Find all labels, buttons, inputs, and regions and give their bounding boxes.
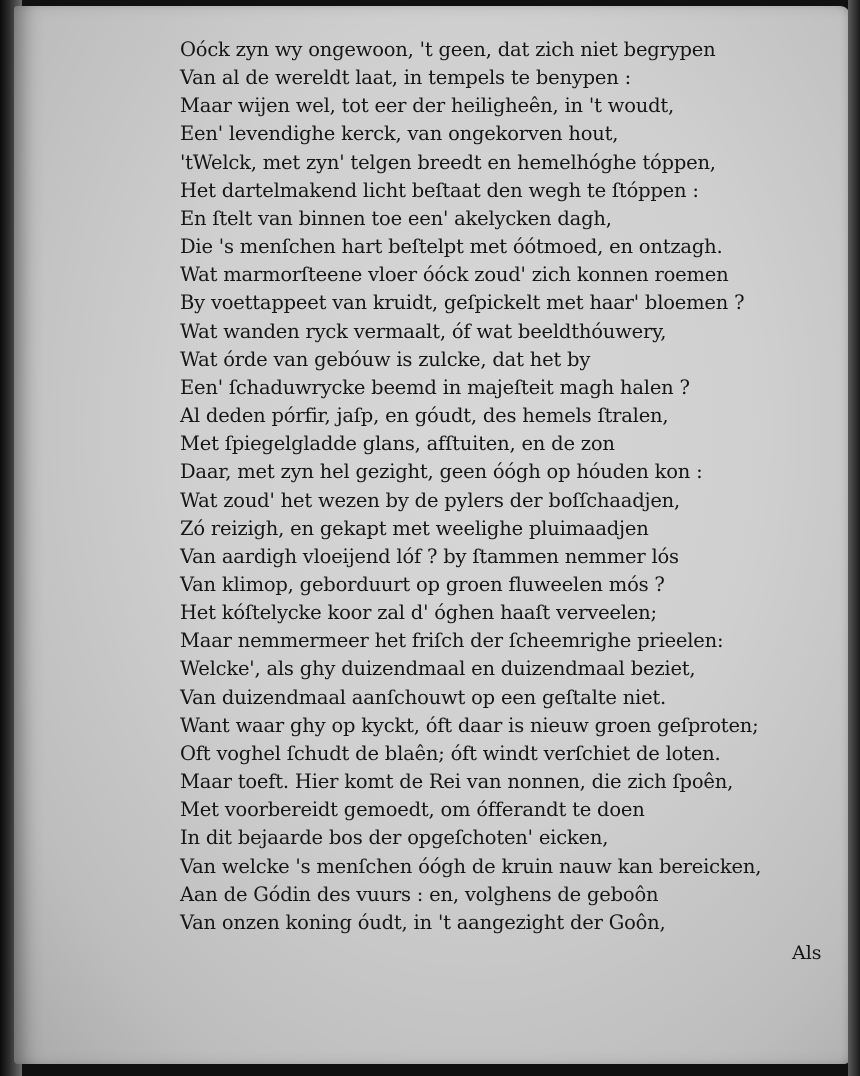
verse-line: Een' ſchaduwrycke beemd in majeſteit magh halen ?: [180, 375, 690, 399]
verse-line: Want waar ghy op kyckt, óft daar is nieuw groen geſproten;: [180, 713, 759, 737]
verse-line: Van aardigh vloeijend lóf ? by ſtammen nemmer lós: [180, 544, 679, 568]
verse-line: Het kóſtelycke koor zal d' óghen haaſt verveelen;: [180, 601, 657, 625]
verse-line: Het dartelmakend licht beſtaat den wegh te ſtóppen :: [180, 178, 699, 202]
verse-line: 'tWelck, met zyn' telgen breedt en hemelhóghe tóppen,: [180, 150, 716, 174]
verse-line: Met ſpiegelgladde glans, afſtuiten, en de zon: [180, 432, 615, 456]
verse-line: Welcke', als ghy duizendmaal en duizendmaal beziet,: [180, 657, 696, 681]
verse-line: Maar nemmermeer het friſch der ſcheemrighe prieelen:: [180, 629, 724, 653]
verse-line: Een' levendighe kerck, van ongekorven hout,: [180, 122, 619, 146]
verse-line: Oóck zyn wy ongewoon, 't geen, dat zich niet begrypen: [180, 38, 716, 61]
verse-line: Van duizendmaal aanſchouwt op een geſtalte niet.: [180, 685, 667, 709]
verse-line: Met voorbereidt gemoedt, om ófferandt te doen: [180, 798, 645, 822]
verse-line: Van welcke 's menſchen óógh de kruin nauw kan bereicken,: [180, 854, 762, 878]
verse-line: In dit bejaarde bos der opgeſchoten' eicken,: [180, 826, 609, 850]
verse-line: Maar toeft. Hier komt de Rei van nonnen, die zich ſpoên,: [180, 770, 734, 794]
verse-text: [180, 36, 840, 937]
page-edge: [848, 0, 860, 1076]
catchword: Als: [792, 942, 822, 964]
verse-line: Van klimop, geborduurt op groen fluweelen mós ?: [180, 572, 665, 596]
verse-line: Daar, met zyn hel gezight, geen óógh op hóuden kon :: [180, 460, 703, 484]
verse-line: Zó reizigh, en gekapt met weelighe pluimaadjen: [180, 516, 649, 540]
verse-line: Oft voghel ſchudt de blaên; óft windt verſchiet de loten.: [180, 741, 721, 765]
verse-line: By voettappeet van kruidt, geſpickelt met haar' bloemen ?: [180, 291, 745, 315]
verse-line: Die 's menſchen hart beſtelpt met óótmoed, en ontzagh.: [180, 235, 723, 259]
verse-line: Van onzen koning óudt, in 't aangezight der Goôn,: [180, 910, 666, 934]
verse-line: Wat wanden ryck vermaalt, óf wat beeldthóuwery,: [180, 319, 667, 343]
verse-line: Wat zoud' het wezen by de pylers der boſſchaadjen,: [180, 488, 681, 512]
verse-line: Van al de wereldt laat, in tempels te benypen :: [180, 66, 631, 90]
verse-line: En ſtelt van binnen toe een' akelycken dagh,: [180, 206, 612, 230]
verse-line: Wat marmorſteene vloer óóck zoud' zich konnen roemen: [180, 263, 729, 287]
verse-line: Maar wijen wel, tot eer der heiligheên, in 't woudt,: [180, 94, 675, 118]
verse-line: Wat órde van gebóuw is zulcke, dat het by: [180, 347, 591, 371]
verse-line: Aan de Gódin des vuurs : en, volghens de geboôn: [180, 882, 659, 906]
verse-line: Al deden pórfir, jaſp, en góudt, des hemels ſtralen,: [180, 404, 669, 428]
